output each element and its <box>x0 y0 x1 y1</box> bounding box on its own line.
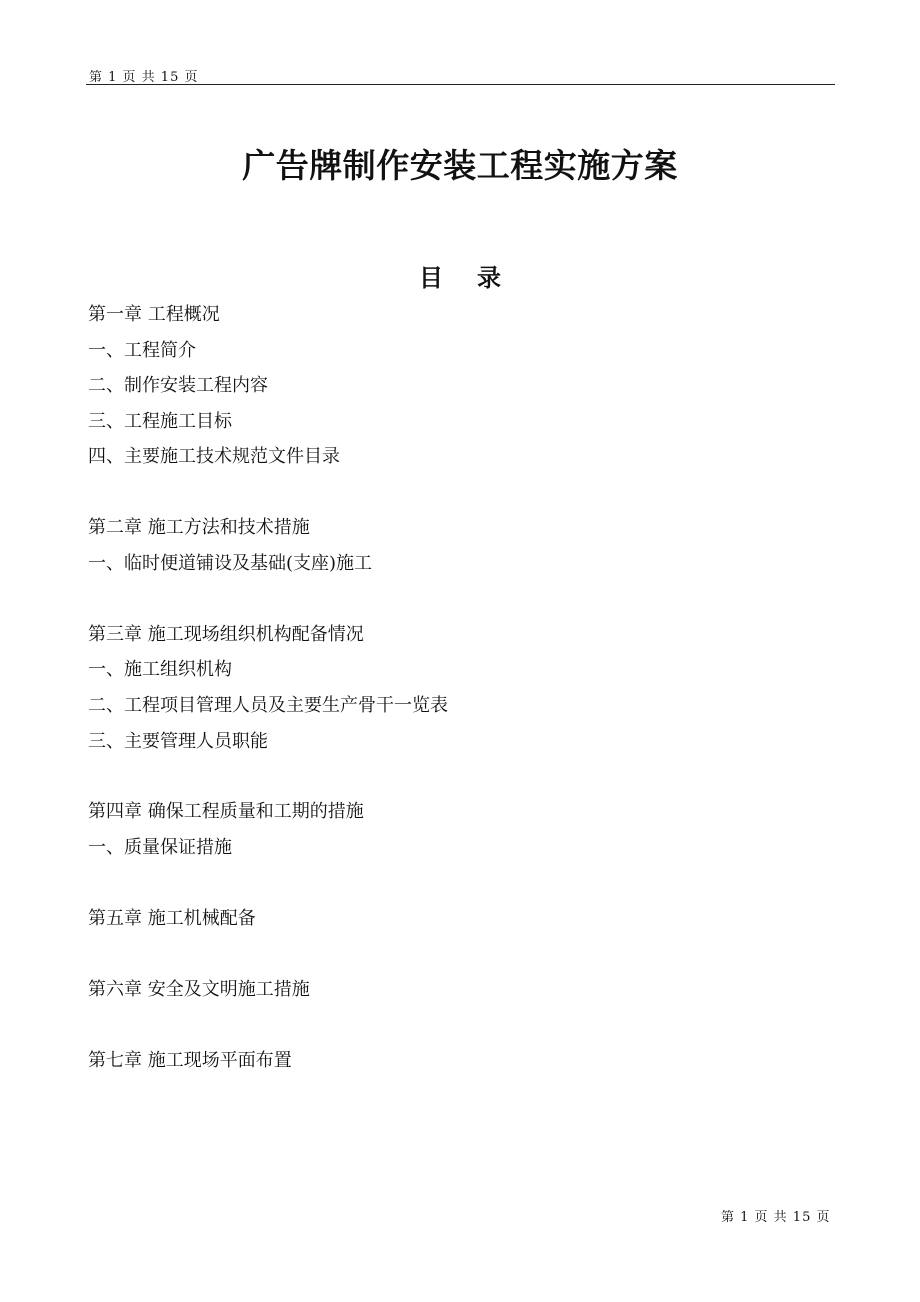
toc-heading-left: 目 <box>419 263 443 292</box>
toc-item-2-1: 一、临时便道铺设及基础(支座)施工 <box>88 553 373 574</box>
toc-heading <box>0 258 920 293</box>
toc-chapter-5: 第五章 施工机械配备 <box>88 908 256 929</box>
toc-item-1-2: 二、制作安装工程内容 <box>88 375 268 396</box>
page-header-info: 第 1 页 共 15 页 <box>89 70 199 85</box>
toc-item-1-4: 四、主要施工技术规范文件目录 <box>88 446 340 467</box>
toc-item-1-3: 三、工程施工目标 <box>88 411 232 432</box>
toc-chapter-2: 第二章 施工方法和技术措施 <box>88 517 310 538</box>
toc-chapter-4: 第四章 确保工程质量和工期的措施 <box>88 801 364 822</box>
toc-item-3-2: 二、工程项目管理人员及主要生产骨干一览表 <box>88 695 448 716</box>
toc-item-4-1: 一、质量保证措施 <box>88 837 232 858</box>
toc-item-3-3: 三、主要管理人员职能 <box>88 731 268 752</box>
toc-chapter-1: 第一章 工程概况 <box>88 304 220 325</box>
toc-chapter-7: 第七章 施工现场平面布置 <box>88 1050 292 1071</box>
toc-item-3-1: 一、施工组织机构 <box>88 659 232 680</box>
toc-heading-right: 录 <box>477 263 501 292</box>
toc-item-1-1: 一、工程简介 <box>88 340 196 361</box>
header-divider <box>86 84 835 85</box>
page-footer-info: 第 1 页 共 15 页 <box>721 1210 831 1225</box>
toc-chapter-3: 第三章 施工现场组织机构配备情况 <box>88 624 364 645</box>
document-title: 广告牌制作安装工程实施方案 <box>242 146 678 185</box>
toc-chapter-6: 第六章 安全及文明施工措施 <box>88 979 310 1000</box>
